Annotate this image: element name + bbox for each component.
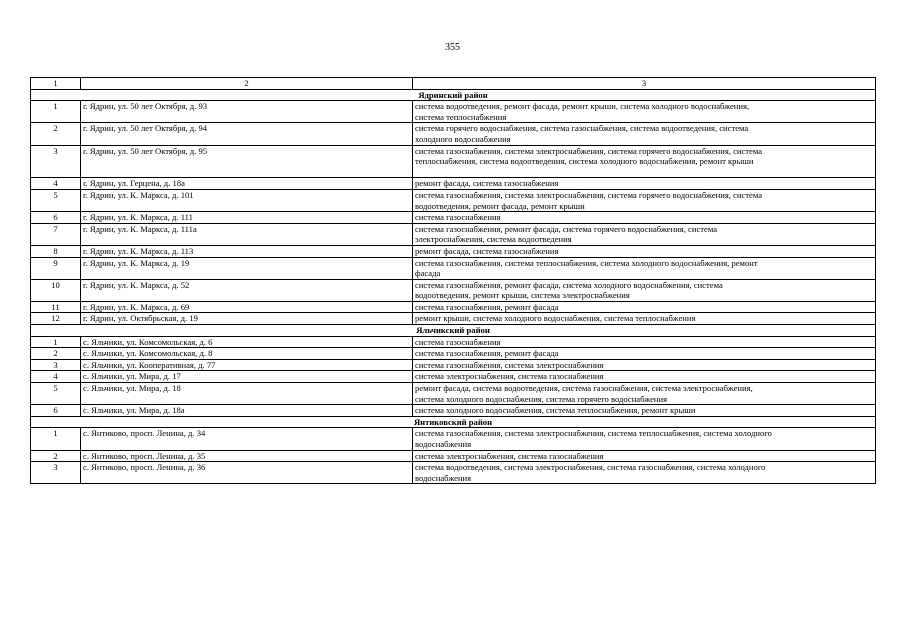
table-row bbox=[31, 145, 876, 178]
table-row bbox=[31, 313, 876, 325]
repair-works-line: система холодного водоснабжения, система горячего водоснабжения bbox=[415, 393, 668, 404]
building-address: с. Яльчики, ул. Мира, д. 18а bbox=[81, 405, 413, 417]
row-number: 6 bbox=[31, 212, 81, 224]
repair-works-line: система газоснабжения, система электроснабжения, система теплоснабжения, система холодного bbox=[415, 428, 772, 439]
repair-works bbox=[413, 428, 876, 450]
row-number: 4 bbox=[31, 371, 81, 383]
repair-works-line: холодного водоснабжения bbox=[415, 133, 511, 144]
row-number: 1 bbox=[31, 428, 81, 450]
row-number: 12 bbox=[31, 313, 81, 325]
building-address: г. Ядрин, ул. К. Маркса, д. 52 bbox=[81, 279, 413, 301]
row-number: 6 bbox=[31, 405, 81, 417]
repair-works-line: водоотведения, ремонт крыши, система электроснабжения bbox=[415, 290, 630, 301]
repair-works-line: система теплоснабжения bbox=[415, 111, 507, 122]
repair-works bbox=[413, 123, 876, 145]
repair-works-line: система газоснабжения, ремонт фасада bbox=[415, 348, 559, 359]
repair-works bbox=[413, 405, 876, 417]
building-address: г. Ядрин, ул. 50 лет Октября, д. 95 bbox=[81, 145, 413, 178]
repair-works bbox=[413, 145, 876, 178]
row-number: 11 bbox=[31, 301, 81, 313]
row-number: 4 bbox=[31, 178, 81, 190]
building-address: г. Ядрин, ул. Октябрьская, д. 19 bbox=[81, 313, 413, 325]
repair-works bbox=[413, 223, 876, 245]
district-header-row bbox=[31, 325, 876, 337]
table-row bbox=[31, 450, 876, 462]
repair-works bbox=[413, 359, 876, 371]
repair-works-line: система водоотведения, ремонт фасада, ремонт крыши, система холодного водоснабжения, bbox=[415, 101, 750, 112]
table-row bbox=[31, 359, 876, 371]
table-row bbox=[31, 405, 876, 417]
table-row bbox=[31, 279, 876, 301]
row-number: 2 bbox=[31, 348, 81, 360]
district-header-row bbox=[31, 89, 876, 101]
table-row bbox=[31, 348, 876, 360]
table-row bbox=[31, 257, 876, 279]
repair-works-line: система водоотведения, система электроснабжения, система газоснабжения, система холодного bbox=[415, 462, 766, 473]
repair-works bbox=[413, 462, 876, 484]
repair-works bbox=[413, 101, 876, 123]
repair-works bbox=[413, 245, 876, 257]
row-number: 3 bbox=[31, 359, 81, 371]
building-address: г. Ядрин, ул. К. Маркса, д. 113 bbox=[81, 245, 413, 257]
row-number: 1 bbox=[31, 336, 81, 348]
column-number-3: 3 bbox=[413, 78, 876, 90]
repair-works bbox=[413, 257, 876, 279]
repair-works bbox=[413, 279, 876, 301]
repair-works bbox=[413, 336, 876, 348]
table-row bbox=[31, 189, 876, 211]
table-row bbox=[31, 212, 876, 224]
repair-works-line: система горячего водоснабжения, система газоснабжения, система водоотведения, система bbox=[415, 123, 749, 134]
repair-works-line: система газоснабжения, ремонт фасада, система холодного водоснабжения, система bbox=[415, 279, 723, 290]
repair-works-line: система газоснабжения, система электроснабжения, система горячего водоснабжения, система bbox=[415, 189, 763, 200]
table-row bbox=[31, 245, 876, 257]
column-number-row bbox=[31, 78, 876, 90]
row-number: 5 bbox=[31, 189, 81, 211]
repair-works-line: система электроснабжения, система газоснабжения bbox=[415, 450, 604, 461]
repair-works-line: водоснабжения bbox=[415, 439, 472, 449]
repair-works bbox=[413, 212, 876, 224]
building-address: г. Ядрин, ул. 50 лет Октября, д. 93 bbox=[81, 101, 413, 123]
building-address: г. Ядрин, ул. К. Маркса, д. 69 bbox=[81, 301, 413, 313]
row-number: 2 bbox=[31, 123, 81, 145]
repair-works bbox=[413, 313, 876, 325]
repair-works-line: фасада bbox=[415, 268, 441, 279]
repair-works bbox=[413, 383, 876, 405]
row-number: 5 bbox=[31, 383, 81, 405]
row-number: 9 bbox=[31, 257, 81, 279]
table-row bbox=[31, 301, 876, 313]
repair-works-line: система газоснабжения, система электроснабжения, система горячего водоснабжения, система bbox=[415, 145, 763, 156]
repair-works-line: система газоснабжения, система электроснабжения bbox=[415, 359, 604, 370]
row-number: 3 bbox=[31, 145, 81, 178]
column-number-2: 2 bbox=[81, 78, 413, 90]
repair-works-line: система газоснабжения bbox=[415, 336, 501, 347]
repair-works-line: система электроснабжения, система газоснабжения bbox=[415, 371, 604, 382]
repair-works-line: ремонт крыши, система холодного водоснабжения, система теплоснабжения bbox=[415, 313, 696, 324]
building-address: с. Яльчики, ул. Комсомольская, д. 8 bbox=[81, 348, 413, 360]
repair-works-line: система газоснабжения bbox=[415, 212, 501, 223]
building-address: г. Ядрин, ул. К. Маркса, д. 101 bbox=[81, 189, 413, 211]
building-address: с. Яльчики, ул. Мира, д. 18 bbox=[81, 383, 413, 405]
building-address: г. Ядрин, ул. К. Маркса, д. 111 bbox=[81, 212, 413, 224]
repair-works-line bbox=[415, 167, 873, 178]
table-row bbox=[31, 101, 876, 123]
table-row bbox=[31, 428, 876, 450]
row-number: 8 bbox=[31, 245, 81, 257]
building-address: с. Янтиково, просп. Ленина, д. 34 bbox=[81, 428, 413, 450]
building-address: г. Ядрин, ул. 50 лет Октября, д. 94 bbox=[81, 123, 413, 145]
table-row bbox=[31, 383, 876, 405]
repair-works bbox=[413, 371, 876, 383]
building-address: г. Ядрин, ул. К. Маркса, д. 111а bbox=[81, 223, 413, 245]
row-number: 10 bbox=[31, 279, 81, 301]
repair-works-line: водоснабжения bbox=[415, 472, 472, 483]
repair-works-line: ремонт фасада, система водоотведения, система газоснабжения, система электроснабжения, bbox=[415, 383, 753, 394]
table-row bbox=[31, 123, 876, 145]
repair-works-line: ремонт фасада, система газоснабжения bbox=[415, 245, 559, 256]
repair-works bbox=[413, 178, 876, 190]
building-address: с. Яльчики, ул. Комсомольская, д. 6 bbox=[81, 336, 413, 348]
district-header-row bbox=[31, 416, 876, 428]
repair-works-line: водоотведения, ремонт фасада, ремонт крыши bbox=[415, 200, 585, 211]
building-address: г. Ядрин, ул. К. Маркса, д. 19 bbox=[81, 257, 413, 279]
repair-works-line: электроснабжения, система водоотведения bbox=[415, 234, 572, 245]
repair-works-line: теплоснабжения, система водоотведения, система холодного водоснабжения, ремонт крыши bbox=[415, 156, 754, 167]
building-address: с. Янтиково, просп. Ленина, д. 35 bbox=[81, 450, 413, 462]
column-number-1: 1 bbox=[31, 78, 81, 90]
repair-works bbox=[413, 450, 876, 462]
repair-works-line: система газоснабжения, ремонт фасада, система горячего водоснабжения, система bbox=[415, 223, 718, 234]
repair-works bbox=[413, 301, 876, 313]
table-row bbox=[31, 178, 876, 190]
row-number: 2 bbox=[31, 450, 81, 462]
table-row bbox=[31, 336, 876, 348]
building-address: с. Яльчики, ул. Мира, д. 17 bbox=[81, 371, 413, 383]
building-address: г. Ядрин, ул. Герцена, д. 18а bbox=[81, 178, 413, 190]
row-number: 7 bbox=[31, 223, 81, 245]
table-row bbox=[31, 223, 876, 245]
row-number: 3 bbox=[31, 462, 81, 484]
repair-works bbox=[413, 189, 876, 211]
repair-works bbox=[413, 348, 876, 360]
row-number: 1 bbox=[31, 101, 81, 123]
district-name: Янтиковский район bbox=[31, 416, 876, 428]
district-name: Ядринский район bbox=[31, 89, 876, 101]
district-name: Яльчикский район bbox=[31, 325, 876, 337]
repair-works-table bbox=[30, 77, 876, 484]
building-address: с. Яльчики, ул. Кооперативная, д. 77 bbox=[81, 359, 413, 371]
repair-works-line: система газоснабжения, система теплоснабжения, система холодного водоснабжения, ремонт bbox=[415, 257, 758, 268]
table-row bbox=[31, 462, 876, 484]
repair-works-line: ремонт фасада, система газоснабжения bbox=[415, 178, 559, 189]
building-address: с. Янтиково, просп. Ленина, д. 36 bbox=[81, 462, 413, 484]
repair-works-line: система газоснабжения, ремонт фасада bbox=[415, 301, 559, 312]
table-row bbox=[31, 371, 876, 383]
repair-works-line: система холодного водоснабжения, система теплоснабжения, ремонт крыши bbox=[415, 405, 696, 416]
page-number: 355 bbox=[445, 42, 460, 53]
